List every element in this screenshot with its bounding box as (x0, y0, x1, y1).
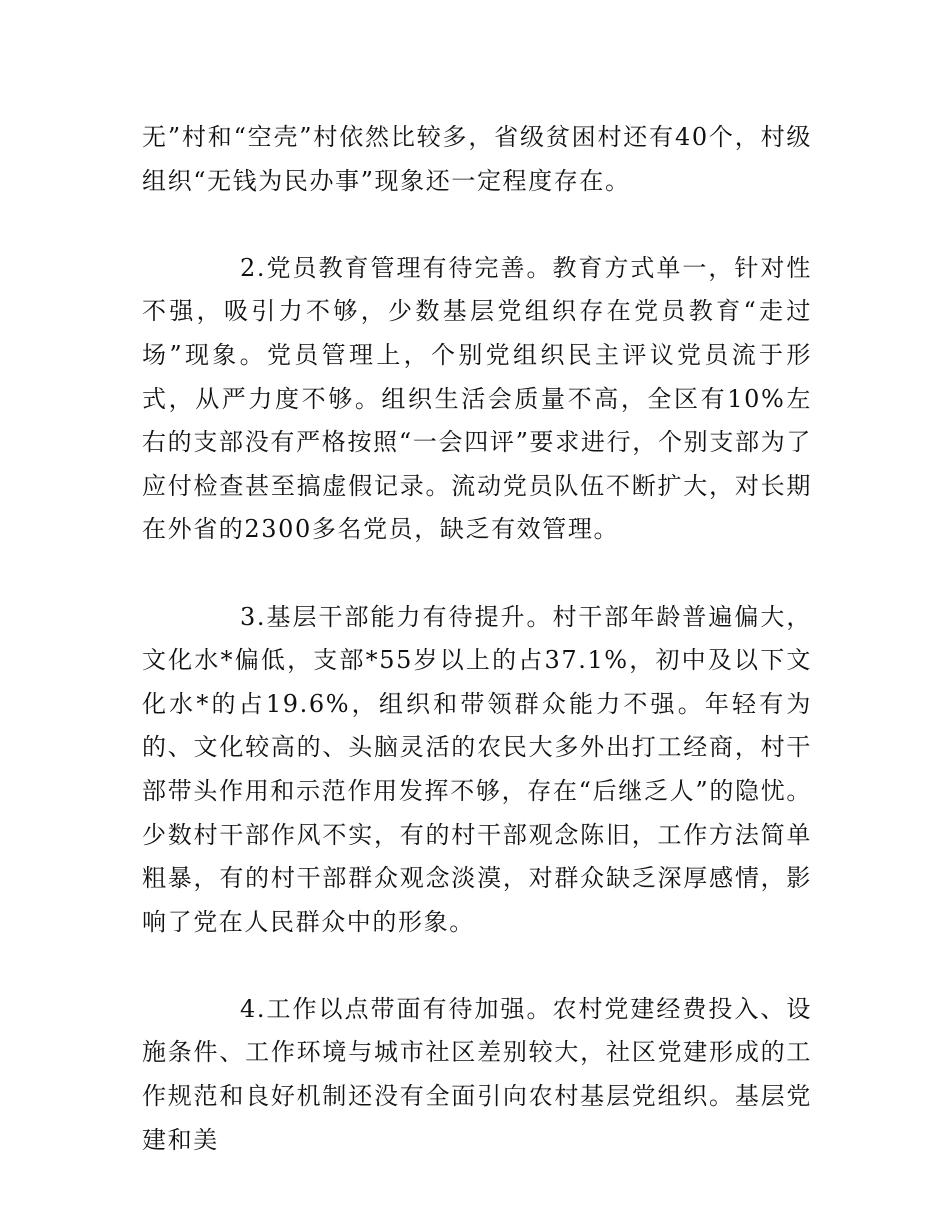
paragraph-continuation: 无”村和“空壳”村依然比较多，省级贫困村还有40个，村级组织“无钱为民办事”现象还一定程度存在。 (142, 123, 812, 195)
paragraph-item-2: 2.党员教育管理有待完善。教育方式单一，针对性不强，吸引力不够，少数基层党组织存在党员教育“走过场”现象。党员管理上，个别党组织民主评议党员流于形式，从严力度不够。组织生活会质量不高，全区有10%左右的支部没有严格按照“一会四评”要求进行，个别支部为了应付检查甚至搞虚假记录。流动党员队伍不断扩大，对长期在外省的2300多名党员，缺乏有效管理。 (142, 253, 812, 544)
paragraph-gap (142, 552, 812, 596)
document-page (142, 116, 812, 1162)
paragraph-gap (142, 203, 812, 247)
paragraph-item-4: 4.工作以点带面有待加强。农村党建经费投入、设施条件、工作环境与城市社区差别较大，社区党建形成的工作规范和良好机制还没有全面引向农村基层党组织。基层党建和美 (142, 994, 812, 1154)
paragraph-gap (142, 944, 812, 988)
paragraph-item-3: 3.基层干部能力有待提升。村干部年龄普遍偏大，文化水*偏低，支部*55岁以上的占37.1%，初中及以下文化水*的占19.6%，组织和带领群众能力不强。年轻有为的、文化较高的、头脑灵活的农民大多外出打工经商，村干部带头作用和示范作用发挥不够，存在“后继乏人”的隐忧。少数村干部作风不实，有的村干部观念陈旧，工作方法简单粗暴，有的村干部群众观念淡漠，对群众缺乏深厚感情，影响了党在人民群众中的形象。 (142, 602, 812, 936)
